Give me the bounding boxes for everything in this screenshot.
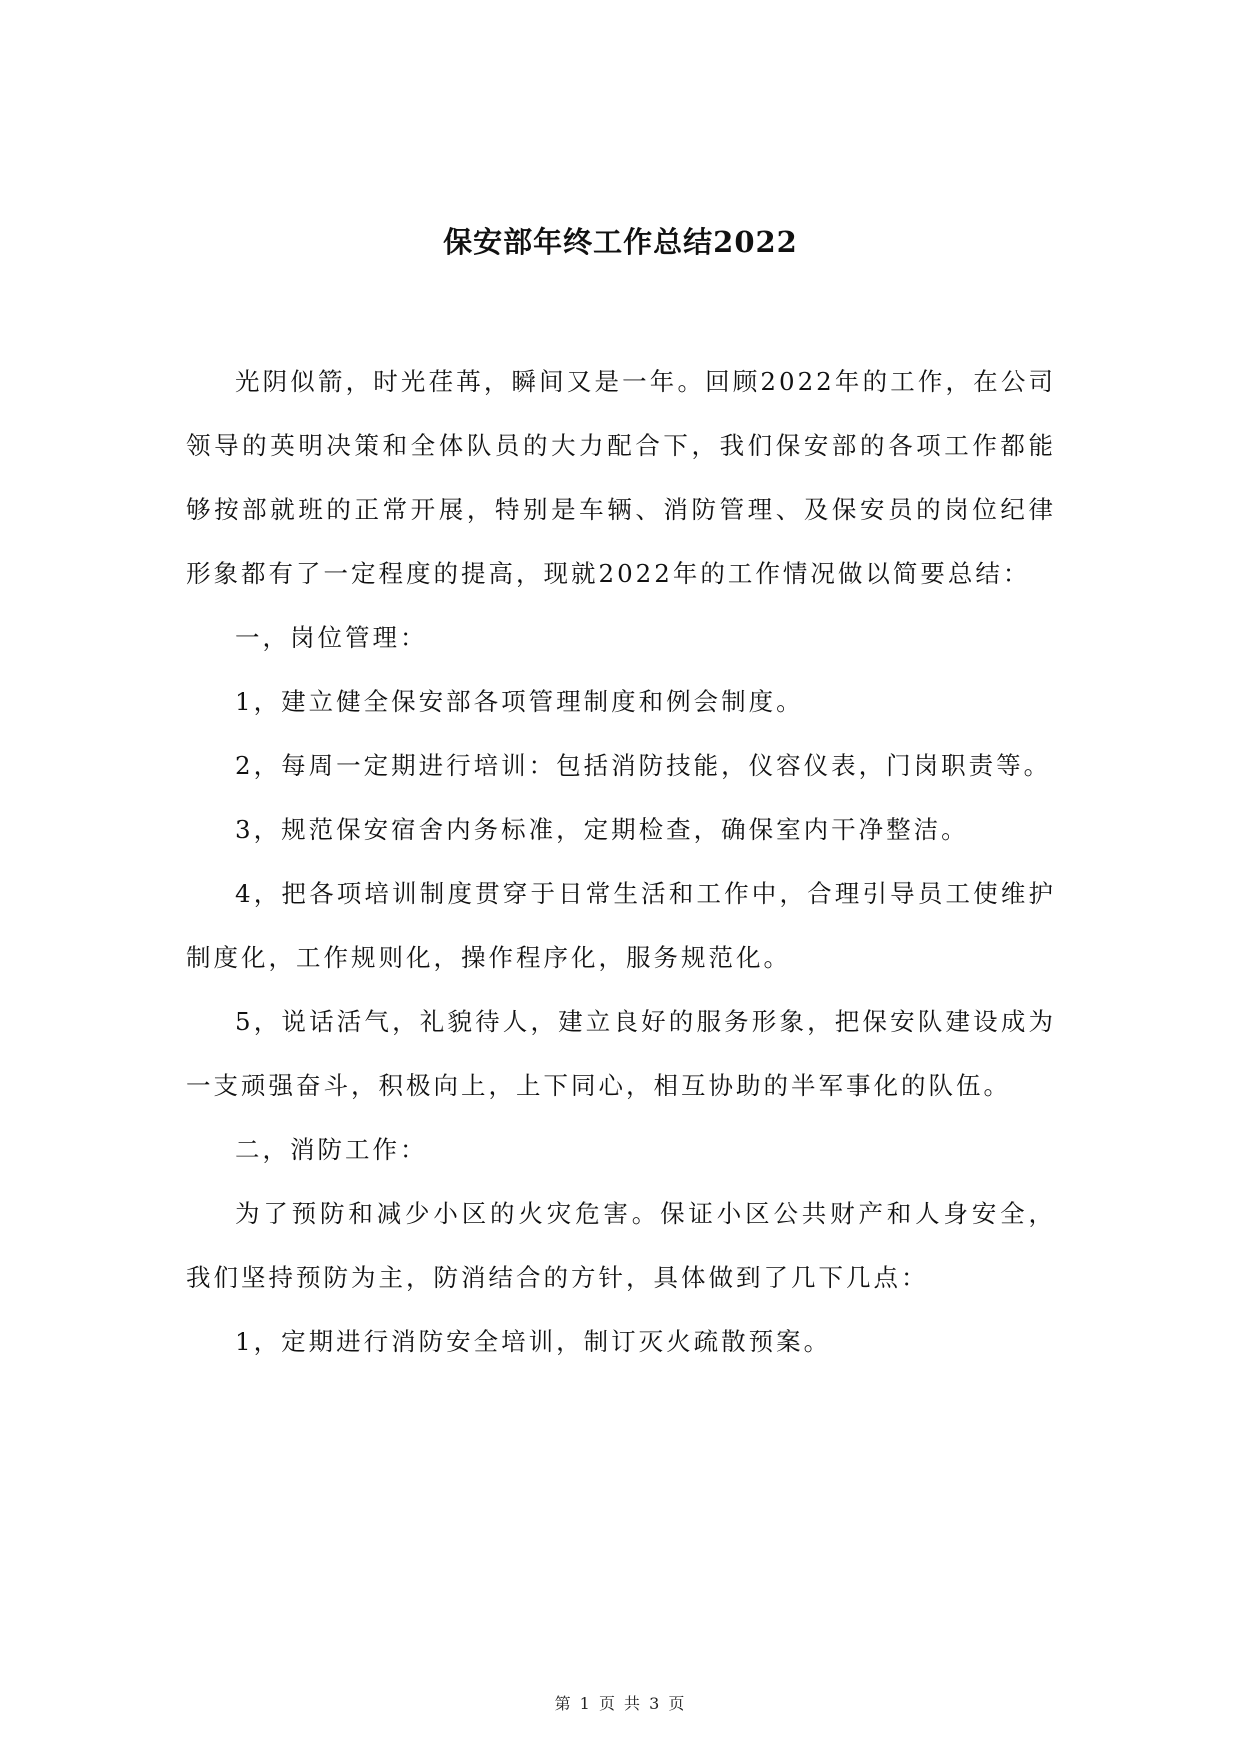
section-heading-post-management: 一，岗位管理： — [235, 623, 428, 652]
paragraph-fire-intro: 为了预防和减少小区的火灾危害。保证小区公共财产和人身安全，我们坚持预防为主，防消结合的方针，具体做到了几下几点： — [186, 1199, 1056, 1292]
list-item: 5，说话活气，礼貌待人，建立良好的服务形象，把保安队建设成为一支顽强奋斗，积极向上，上下同心，相互协助的半军事化的队伍。 — [186, 1007, 1056, 1100]
section-heading-fire-work: 二，消防工作： — [235, 1135, 428, 1164]
list-item: 4，把各项培训制度贯穿于日常生活和工作中，合理引导员工使维护制度化，工作规则化，操作程序化，服务规范化。 — [186, 879, 1056, 972]
page-number-footer: 第 1 页 共 3 页 — [554, 1694, 687, 1713]
list-item: 3，规范保安宿舍内务标准，定期检查，确保室内干净整洁。 — [235, 815, 969, 844]
list-item: 2，每周一定期进行培训：包括消防技能，仪容仪表，门岗职责等。 — [235, 751, 1052, 780]
list-item: 1，定期进行消防安全培训，制订灭火疏散预案。 — [235, 1327, 832, 1356]
list-item: 1，建立健全保安部各项管理制度和例会制度。 — [235, 687, 804, 716]
paragraph-intro: 光阴似箭，时光荏苒，瞬间又是一年。回顾2022年的工作，在公司领导的英明决策和全体队员的大力配合下，我们保安部的各项工作都能够按部就班的正常开展，特别是车辆、消防管理、及保安员的岗位纪律形象都有了一定程度的提高，现就2022年的工作情况做以简要总结： — [186, 367, 1056, 588]
document-body — [186, 350, 1056, 1374]
document-title: 保安部年终工作总结2022 — [443, 225, 798, 259]
